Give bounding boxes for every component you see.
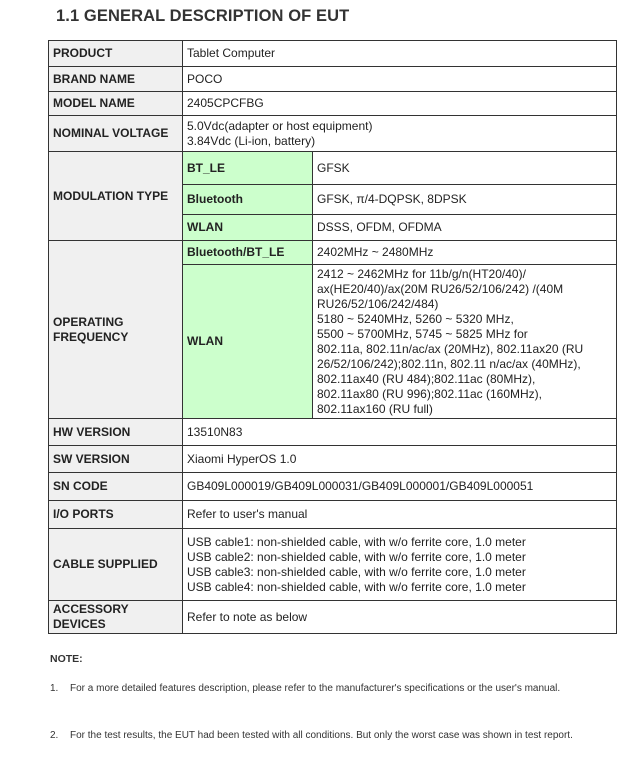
sw-version-label: SW VERSION — [49, 446, 183, 473]
cable-supplied-value — [183, 529, 617, 601]
frequency-wlan-line: 802.11ax80 (RU 996);802.11ac (160MHz), — [317, 386, 543, 401]
voltage-value — [183, 116, 617, 152]
frequency-label-line: FREQUENCY — [53, 329, 129, 344]
accessory-value: Refer to note as below — [183, 601, 617, 634]
model-label: MODEL NAME — [49, 92, 183, 116]
cable-line: USB cable3: non-shielded cable, with w/o ferrite core, 1.0 meter — [187, 564, 526, 579]
cable-supplied-label: CABLE SUPPLIED — [49, 529, 183, 601]
row-cable-supplied — [49, 529, 617, 601]
eut-description-table — [48, 40, 617, 634]
voltage-line: 5.0Vdc(adapter or host equipment) — [187, 118, 373, 133]
io-ports-value: Refer to user's manual — [183, 501, 617, 529]
hw-version-value: 13510N83 — [183, 419, 617, 446]
row-sn-code — [49, 473, 617, 501]
note-text: For the test results, the EUT had been tested with all conditions. But only the worst case was shown in test report. — [70, 730, 573, 741]
row-hw-version — [49, 419, 617, 446]
modulation-label: MODULATION TYPE — [49, 152, 183, 241]
model-value: 2405CPCFBG — [183, 92, 617, 116]
accessory-label — [49, 601, 183, 634]
row-accessory — [49, 601, 617, 634]
frequency-wlan-line: 5180 ~ 5240MHz, 5260 ~ 5320 MHz, — [317, 311, 514, 326]
hw-version-label: HW VERSION — [49, 419, 183, 446]
frequency-wlan-line: 802.11ax40 (RU 484);802.11ac (80MHz), — [317, 371, 536, 386]
row-sw-version — [49, 446, 617, 473]
row-voltage — [49, 116, 617, 152]
frequency-wlan-line: 802.11ax160 (RU full) — [317, 401, 433, 416]
sn-code-value: GB409L000019/GB409L000031/GB409L000001/GB409L000051 — [183, 473, 617, 501]
sn-code-label: SN CODE — [49, 473, 183, 501]
section-heading: 1.1 GENERAL DESCRIPTION OF EUT — [56, 7, 350, 25]
frequency-wlan-value — [313, 265, 617, 419]
cable-line: USB cable1: non-shielded cable, with w/o ferrite core, 1.0 meter — [187, 534, 526, 549]
modulation-wlan-name: WLAN — [183, 215, 313, 241]
frequency-wlan-name: WLAN — [183, 265, 313, 419]
row-product — [49, 41, 617, 67]
frequency-wlan-line: 5500 ~ 5700MHz, 5745 ~ 5825 MHz for — [317, 326, 528, 341]
row-io-ports — [49, 501, 617, 529]
row-brand — [49, 67, 617, 92]
frequency-wlan-line: RU26/52/106/242/484) — [317, 296, 439, 311]
frequency-wlan-line: 802.11a, 802.11n/ac/ax (20MHz), 802.11ax20 (RU — [317, 341, 584, 356]
modulation-btle-name: BT_LE — [183, 152, 313, 185]
voltage-label: NOMINAL VOLTAGE — [49, 116, 183, 152]
accessory-label-line: DEVICES — [53, 617, 106, 631]
frequency-label — [49, 241, 183, 419]
frequency-label-line: OPERATING — [53, 314, 124, 329]
sw-version-value: Xiaomi HyperOS 1.0 — [183, 446, 617, 473]
frequency-bt-value: 2402MHz ~ 2480MHz — [313, 241, 617, 265]
frequency-bt-name: Bluetooth/BT_LE — [183, 241, 313, 265]
product-label: PRODUCT — [49, 41, 183, 67]
modulation-btle-value: GFSK — [313, 152, 617, 185]
modulation-wlan-value: DSSS, OFDM, OFDMA — [313, 215, 617, 241]
modulation-bluetooth-value: GFSK, π/4-DQPSK, 8DPSK — [313, 185, 617, 215]
note-number: 1. — [50, 683, 59, 694]
brand-value: POCO — [183, 67, 617, 92]
cable-line: USB cable4: non-shielded cable, with w/o ferrite core, 1.0 meter — [187, 579, 526, 594]
note-title: NOTE: — [50, 653, 83, 665]
accessory-label-line: ACCESSORY — [53, 602, 129, 616]
note-item — [50, 728, 600, 743]
row-modulation-btle — [49, 152, 617, 185]
row-model — [49, 92, 617, 116]
row-frequency-bt — [49, 241, 617, 265]
brand-label: BRAND NAME — [49, 67, 183, 92]
frequency-wlan-line: ax(HE20/40)/ax(20M RU26/52/106/242) /(40M — [317, 281, 564, 296]
voltage-line: 3.84Vdc (Li-ion, battery) — [187, 133, 316, 148]
note-number: 2. — [50, 730, 59, 741]
cable-line: USB cable2: non-shielded cable, with w/o ferrite core, 1.0 meter — [187, 549, 526, 564]
io-ports-label: I/O PORTS — [49, 501, 183, 529]
note-text: For a more detailed features description, please refer to the manufacturer's specifications or the user's manual. — [70, 683, 561, 694]
frequency-wlan-line: 2412 ~ 2462MHz for 11b/g/n(HT20/40)/ — [317, 266, 526, 281]
note-item — [50, 681, 600, 696]
modulation-bluetooth-name: Bluetooth — [183, 185, 313, 215]
product-value: Tablet Computer — [183, 41, 617, 67]
frequency-wlan-line: 26/52/106/242);802.11n, 802.11 n/ac/ax (40MHz), — [317, 356, 581, 371]
